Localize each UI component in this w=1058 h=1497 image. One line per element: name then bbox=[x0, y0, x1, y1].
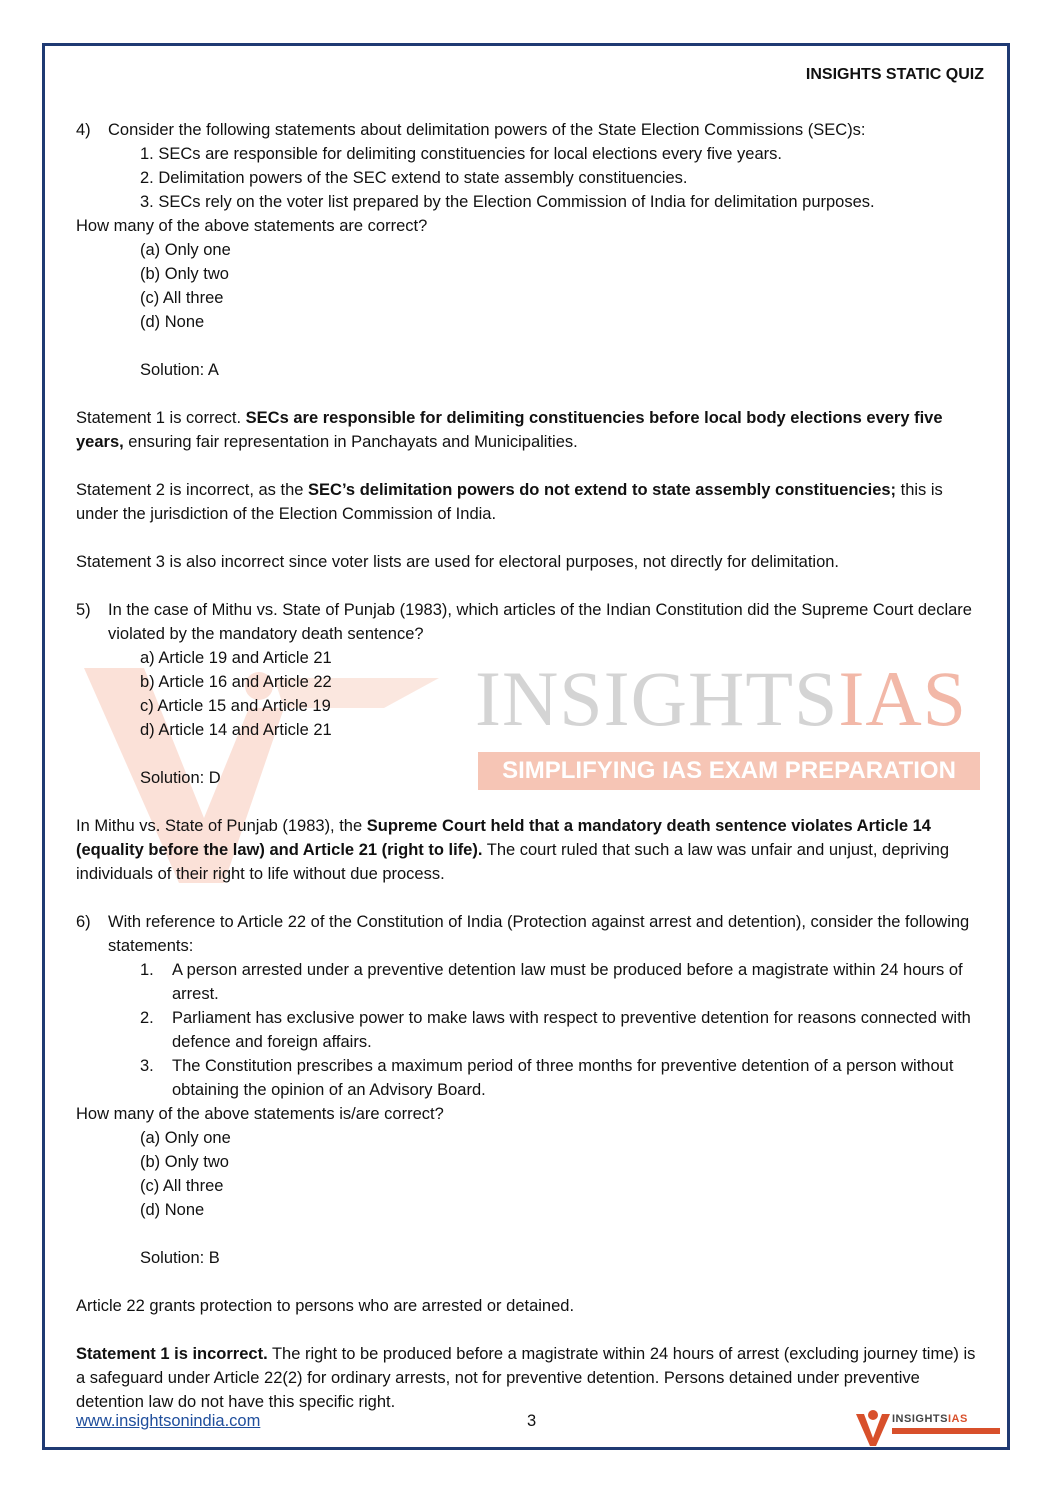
page-number: 3 bbox=[527, 1412, 537, 1430]
explanation bbox=[76, 478, 986, 526]
statement-text: A person arrested under a preventive detention law must be produced before a magistrate within 24 hours of arrest. bbox=[172, 961, 963, 1003]
explanation-text: Statement 2 is incorrect, as the bbox=[76, 481, 309, 499]
explanation-text: Statement 1 is correct. bbox=[76, 409, 246, 427]
solution-label: Solution: D bbox=[140, 769, 221, 787]
question-ask: How many of the above statements is/are correct? bbox=[76, 1105, 444, 1123]
statement-number: 2. bbox=[140, 1009, 154, 1027]
option: (a) Only one bbox=[140, 241, 231, 259]
question-5 bbox=[76, 598, 986, 646]
option: (d) None bbox=[140, 313, 205, 331]
footer-logo-brand bbox=[892, 1413, 968, 1425]
footer-website-link[interactable]: www.insightsonindia.com bbox=[76, 1412, 261, 1430]
explanation-text: In Mithu vs. State of Punjab (1983), the bbox=[76, 817, 367, 835]
footer-logo-tagline-bar bbox=[892, 1428, 1000, 1434]
statement-number: 3. bbox=[140, 1057, 154, 1075]
statement: 1. SECs are responsible for delimiting constituencies for local elections every five years. bbox=[140, 145, 782, 163]
page-header-title: INSIGHTS STATIC QUIZ bbox=[805, 66, 984, 83]
statement bbox=[76, 1006, 986, 1054]
question-stem: Consider the following statements about delimitation powers of the State Election Commissions (SEC)s: bbox=[108, 121, 866, 139]
question-ask: How many of the above statements are correct? bbox=[76, 217, 428, 235]
solution-label: Solution: B bbox=[140, 1249, 220, 1267]
question-number: 4) bbox=[76, 121, 91, 139]
statement-list bbox=[76, 958, 986, 1102]
explanation-text: The court ruled that such a law was unfair and unjust, depriving individuals of their right to life without due process. bbox=[76, 841, 949, 883]
quiz-content bbox=[76, 118, 986, 1414]
question-stem: In the case of Mithu vs. State of Punjab (1983), which articles of the Indian Constitution did the Supreme Court declare violated by the mandatory death sentence? bbox=[108, 601, 972, 643]
watermark-tagline: SIMPLIFYING IAS EXAM PREPARATION bbox=[478, 752, 980, 790]
option: (b) Only two bbox=[140, 1153, 229, 1171]
question-number: 5) bbox=[76, 601, 91, 619]
explanation-text: ensuring fair representation in Panchayats and Municipalities. bbox=[123, 433, 578, 451]
solution-label: Solution: A bbox=[140, 361, 219, 379]
question-number: 6) bbox=[76, 913, 91, 931]
footer-logo-brand-b: IAS bbox=[947, 1413, 968, 1425]
option: a) Article 19 and Article 21 bbox=[140, 649, 332, 667]
option: (d) None bbox=[140, 1201, 205, 1219]
statement: 2. Delimitation powers of the SEC extend to state assembly constituencies. bbox=[140, 169, 688, 187]
explanation: Article 22 grants protection to persons who are arrested or detained. bbox=[76, 1297, 575, 1315]
statement: 3. SECs rely on the voter list prepared by the Election Commission of India for delimitation purposes. bbox=[140, 193, 875, 211]
option: b) Article 16 and Article 22 bbox=[140, 673, 332, 691]
option: d) Article 14 and Article 21 bbox=[140, 721, 332, 739]
statement-number: 1. bbox=[140, 961, 154, 979]
explanation-bold: Supreme Court held that a mandatory death sentence violates Article 14 (equality before the law) and Article 21 (right to life). bbox=[76, 817, 931, 859]
explanation-bold: SECs are responsible for delimiting constituencies before local body elections every five years, bbox=[76, 409, 943, 451]
explanation bbox=[76, 814, 986, 886]
explanation bbox=[76, 1342, 986, 1414]
explanation-text: this is under the jurisdiction of the Election Commission of India. bbox=[76, 481, 943, 523]
watermark-brand-b: IAS bbox=[838, 655, 968, 742]
option: c) Article 15 and Article 19 bbox=[140, 697, 331, 715]
question-6 bbox=[76, 910, 986, 958]
statement-text: The Constitution prescribes a maximum period of three months for preventive detention of a person without obtaining the opinion of an Advisory Board. bbox=[172, 1057, 954, 1099]
statement bbox=[76, 958, 986, 1006]
question-4 bbox=[76, 118, 986, 142]
statement-text: Parliament has exclusive power to make laws with respect to preventive detention for reasons connected with defence and foreign affairs. bbox=[172, 1009, 971, 1051]
option: (a) Only one bbox=[140, 1129, 231, 1147]
footer-logo-brand-a: INSIGHTS bbox=[892, 1413, 948, 1425]
explanation-bold: SEC’s delimitation powers do not extend to state assembly constituencies; bbox=[308, 481, 897, 499]
watermark-brand-a: INSIGHTS bbox=[475, 655, 839, 742]
option: (c) All three bbox=[140, 1177, 224, 1195]
explanation: Statement 3 is also incorrect since voter lists are used for electoral purposes, not directly for delimitation. bbox=[76, 553, 840, 571]
explanation-text: The right to be produced before a magistrate within 24 hours of arrest (excluding journey time) is a safeguard under Article 22(2) for ordinary arrests, not for preventive detention. Persons detained under preventive detention law do not have this specific right. bbox=[76, 1345, 976, 1411]
question-stem: With reference to Article 22 of the Constitution of India (Protection against arrest and detention), consider the following statements: bbox=[108, 913, 970, 955]
option: (b) Only two bbox=[140, 265, 229, 283]
option: (c) All three bbox=[140, 289, 224, 307]
explanation-bold: Statement 1 is incorrect. bbox=[76, 1345, 268, 1363]
explanation bbox=[76, 406, 986, 454]
statement bbox=[76, 1054, 986, 1102]
